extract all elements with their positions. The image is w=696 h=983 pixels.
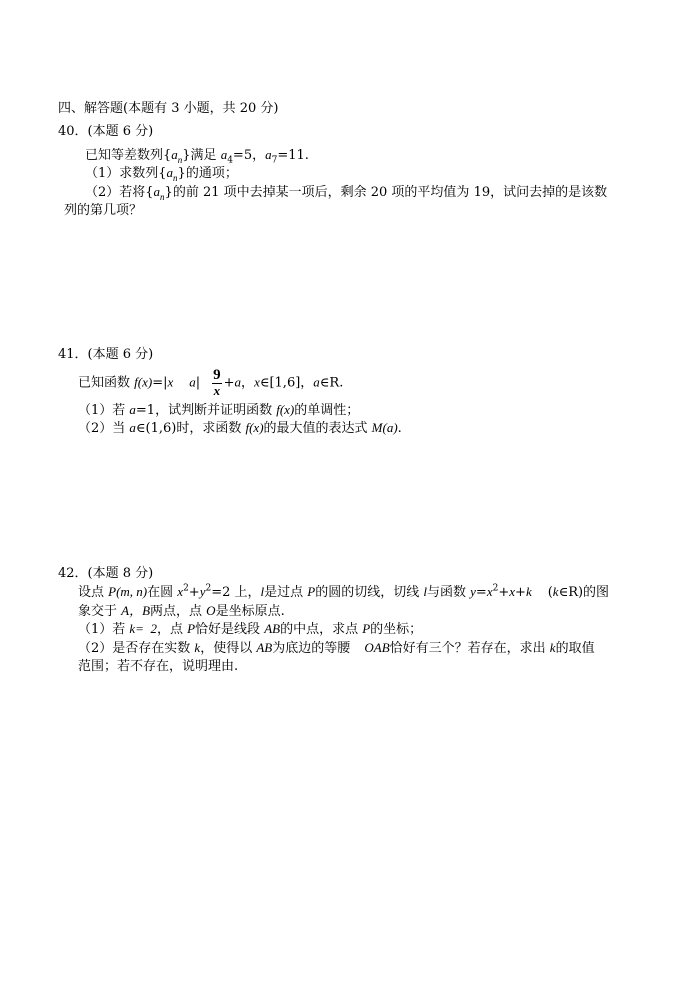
q42-part2: （2）是否存在实数 k，使得以 AB为底边的等腰 OAB恰好有三个？若存在，求出 k的取值 (78, 640, 595, 656)
section-title: 四、解答题(本题有 3 小题，共 20 分) (58, 101, 279, 116)
q40-header: 40．(本题 6 分) (58, 124, 154, 139)
q41-part2: （2）当 a∈(1,6)时，求函数 f(x)的最大值的表达式 M(a). (78, 420, 402, 436)
q40-stem: 已知等差数列$\{a_n\}$满足 $a_4=5$，$a_7=11$. (85, 147, 309, 166)
q42-part2-cont: 范围；若不存在，说明理由. (78, 659, 239, 674)
q42-header: 42．(本题 8 分) (58, 566, 154, 581)
q41-stem: 已知函数 f(x)=|x a| $\frac{9}{x}$ +a，x∈[1,6]，a∈R. (78, 367, 344, 398)
q40-part2: （2）若将$\{a_n\}$的前 21 项中去掉某一项后，剩余 20 项的平均值为 19，试问去掉的是该数 (85, 184, 608, 202)
q42-part1: （1）若 k= 2，点 P恰好是线段 AB的中点，求点 P的坐标； (78, 621, 423, 637)
q41-part1: （1）若 a=1，试判断并证明函数 f(x)的单调性； (78, 402, 360, 418)
q41-header: 41．(本题 6 分) (58, 347, 154, 362)
q41-fraction: $\frac{9}{x}$ (213, 367, 221, 398)
q42-line1: 设点 P(m, n)在圆 $x^2+y^2=2$ 上，l是过点 P的圆的切线，切线 l与函数 $y=x^2+x+k$ (k∈R)的图 (78, 583, 610, 600)
q42-line2: 象交于 A，B两点，点 O是坐标原点. (78, 603, 285, 619)
q40-part2-cont: 列的第几项？ (64, 203, 143, 218)
q40-part1: （1）求数列$\{a_n\}$的通项； (85, 165, 238, 183)
